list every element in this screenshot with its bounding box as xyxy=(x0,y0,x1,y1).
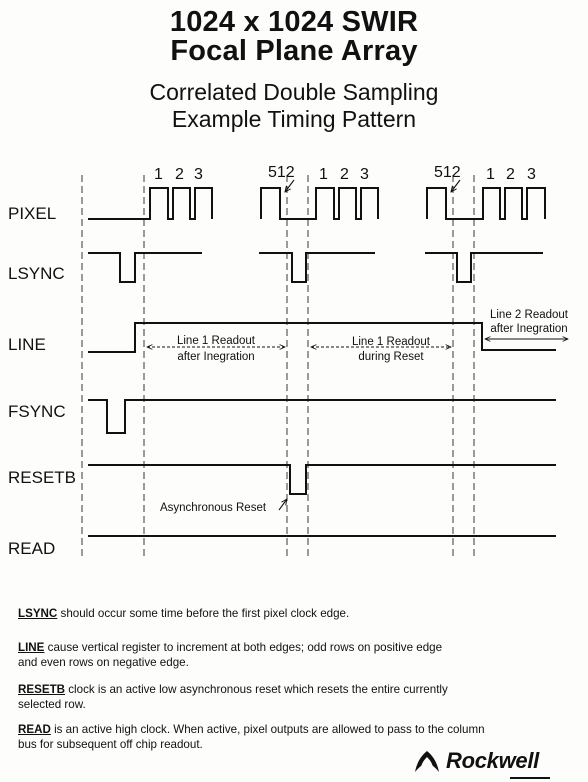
note-resetb-text-1: clock is an active low asynchronous reset which resets the entire currently xyxy=(65,683,448,696)
pulse-label: 1 xyxy=(154,166,163,183)
annotation-line1-during-1: Line 1 Readout xyxy=(351,336,431,348)
pulse-label: 1 xyxy=(486,166,495,183)
note-resetb-text-2: selected row. xyxy=(18,698,86,711)
note-lsync-text: should occur some time before the first pixel clock edge. xyxy=(57,607,350,620)
pixel-waveform-3 xyxy=(427,188,545,219)
note-read-keyword: READ xyxy=(18,723,51,736)
fsync-waveform xyxy=(88,400,556,433)
pulse-label: 512 xyxy=(434,164,461,181)
pixel-waveform-2 xyxy=(261,188,378,219)
subtitle-line-1: Correlated Double Sampling xyxy=(149,79,439,105)
pulse-label: 3 xyxy=(194,166,203,183)
pulse-label: 1 xyxy=(319,166,328,183)
note-line xyxy=(18,640,563,670)
pulse-label: 2 xyxy=(506,166,515,183)
reference-lines xyxy=(82,175,474,560)
note-resetb xyxy=(18,682,563,712)
signal-label-resetb: RESETB xyxy=(8,468,77,487)
timing-diagram xyxy=(0,150,588,580)
pointer-arrow-512-a xyxy=(285,180,294,192)
note-read-text-1: is an active high clock. When active, pixel outputs are allowed to pass to the column xyxy=(50,723,485,736)
pulse-label: 2 xyxy=(340,166,349,183)
lsync-waveform-2 xyxy=(259,253,375,282)
note-read-text-2: bus for subsequent off chip readout. xyxy=(18,738,203,751)
note-lsync xyxy=(18,606,563,621)
annotation-line1-after-2: after Inegration xyxy=(177,351,255,363)
note-lsync-keyword: LSYNC xyxy=(18,607,58,620)
subtitle-line-2: Example Timing Pattern xyxy=(171,106,417,132)
line-waveform xyxy=(88,323,556,352)
pulse-label: 2 xyxy=(175,166,184,183)
rockwell-logo xyxy=(412,748,584,778)
signal-label-read: READ xyxy=(8,539,56,558)
annotation-line1-during-2: during Reset xyxy=(358,351,424,363)
pointer-arrow-512-b xyxy=(451,180,460,192)
rockwell-boomerang-icon xyxy=(412,750,442,776)
pointer-arrow-async-reset xyxy=(279,499,287,510)
lsync-waveform-1 xyxy=(88,253,202,282)
note-resetb-keyword: RESETB xyxy=(18,683,66,696)
pulse-label: 512 xyxy=(268,164,295,181)
signal-label-fsync: FSYNC xyxy=(8,402,66,421)
note-line-keyword: LINE xyxy=(18,641,45,654)
signal-label-line: LINE xyxy=(8,335,46,354)
page-title-line-2: Focal Plane Array xyxy=(170,35,418,67)
annotation-line2-after-1: Line 2 Readout xyxy=(489,309,569,321)
lsync-waveform-3 xyxy=(425,253,543,282)
pixel-waveform-1 xyxy=(88,188,212,219)
pulse-label: 3 xyxy=(527,166,536,183)
resetb-waveform xyxy=(88,465,556,494)
signal-label-lsync: LSYNC xyxy=(8,264,65,283)
annotation-line1-after-1: Line 1 Readout xyxy=(176,335,256,347)
logo-underline xyxy=(510,777,550,779)
note-line-text-1: cause vertical register to increment at both edges; odd rows on positive edge xyxy=(44,641,443,654)
note-line-text-2: and even rows on negative edge. xyxy=(18,656,189,669)
rockwell-brand-text: Rockwell xyxy=(446,748,539,773)
page-title-line-1: 1024 x 1024 SWIR xyxy=(169,6,419,38)
annotation-async-reset: Asynchronous Reset xyxy=(159,502,267,514)
signal-label-pixel: PIXEL xyxy=(8,204,57,223)
pulse-label: 3 xyxy=(360,166,369,183)
annotation-line2-after-2: after Inegration xyxy=(490,323,568,335)
